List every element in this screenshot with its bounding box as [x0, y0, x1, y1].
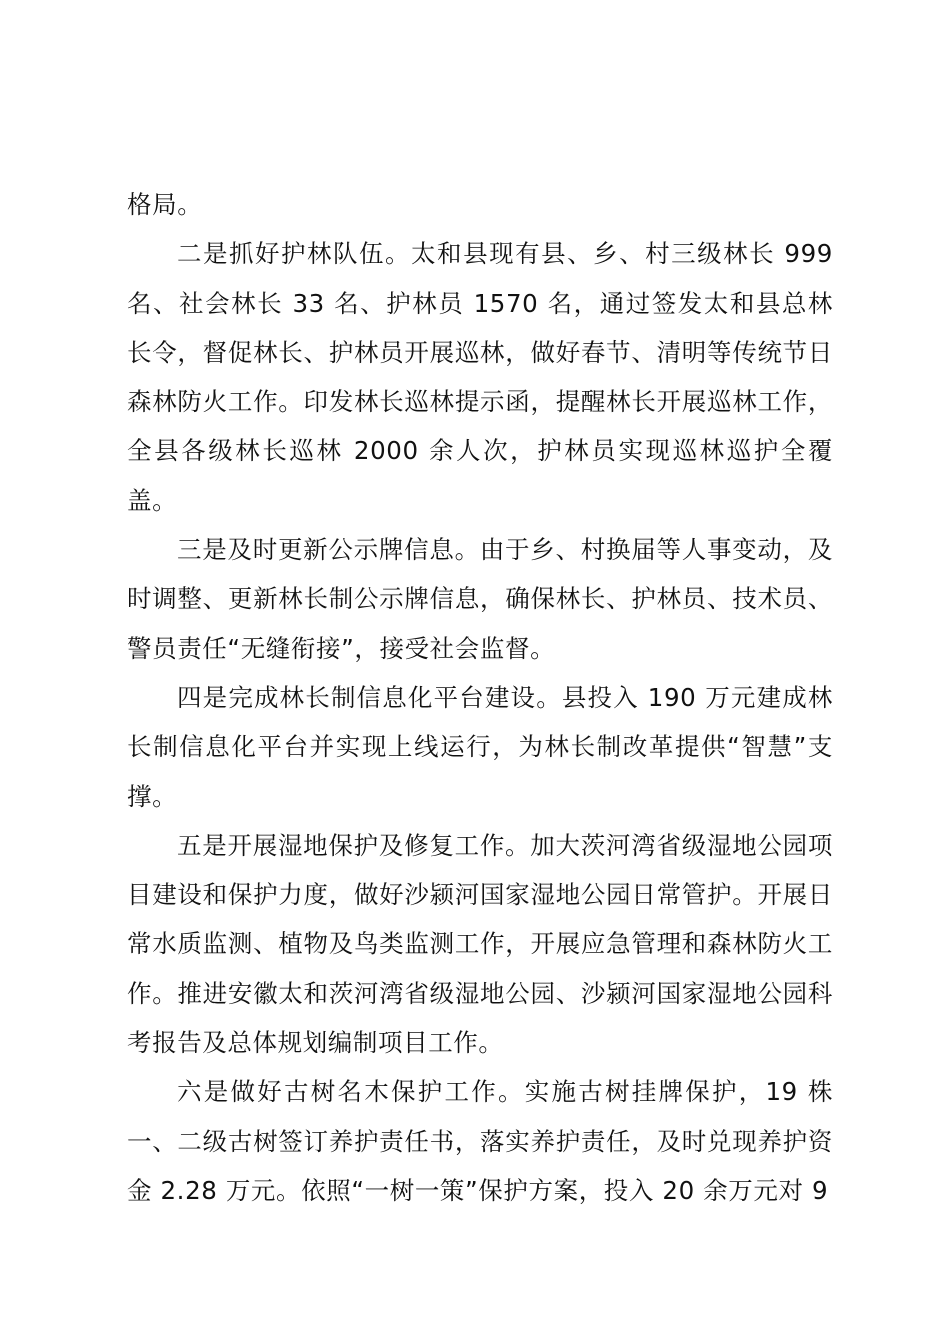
document-body — [127, 180, 833, 1215]
paragraph-forest-patrol-team: 二是抓好护林队伍。太和县现有县、乡、村三级林长 999 名、社会林长 33 名、护林员 1570 名，通过签发太和县总林长令，督促林长、护林员开展巡林，做好春节、清明等传统节日森林防火工作。印发林长巡林提示函，提醒林长开展巡林工作，全县各级林长巡林 2000 余人次，护林员实现巡林巡护全覆盖。 — [127, 239, 833, 515]
paragraph-ancient-trees: 六是做好古树名木保护工作。实施古树挂牌保护，19 株一、二级古树签订养护责任书，落实养护责任，及时兑现养护资金 2.28 万元。依照“一树一策”保护方案，投入 20 余万元对 9 — [127, 1077, 833, 1205]
paragraph-wetland-protection: 五是开展湿地保护及修复工作。加大茨河湾省级湿地公园项目建设和保护力度，做好沙颍河国家湿地公园日常管护。开展日常水质监测、植物及鸟类监测工作，开展应急管理和森林防火工作。推进安徽太和茨河湾省级湿地公园、沙颍河国家湿地公园科考报告及总体规划编制项目工作。 — [127, 830, 833, 1058]
paragraph-info-platform: 四是完成林长制信息化平台建设。县投入 190 万元建成林长制信息化平台并实现上线运行，为林长制改革提供“智慧”支撑。 — [127, 682, 833, 811]
paragraph-continuation: 格局。 — [127, 190, 203, 219]
paragraph-signboard-update: 三是及时更新公示牌信息。由于乡、村换届等人事变动，及时调整、更新林长制公示牌信息，确保林长、护林员、技术员、警员责任“无缝衔接”，接受社会监督。 — [127, 535, 833, 663]
